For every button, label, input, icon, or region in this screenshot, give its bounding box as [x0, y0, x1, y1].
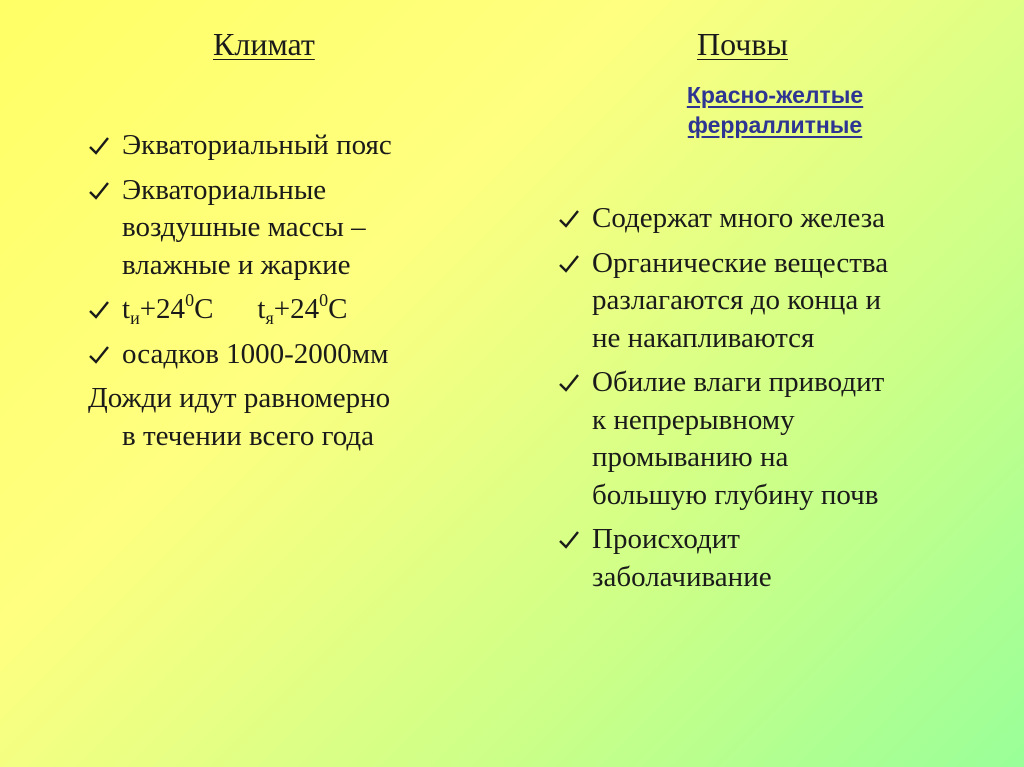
soils-subtitle	[620, 80, 930, 140]
temp-b-value: +24	[273, 293, 320, 325]
soils-item	[558, 364, 978, 514]
soils-list	[558, 200, 978, 603]
soils-item	[558, 200, 978, 238]
climate-item-line: осадков 1000-2000мм	[122, 337, 389, 370]
soils-item-line: разлагаются до конца и	[592, 284, 882, 316]
climate-item-temperature	[88, 291, 468, 329]
temp-a-value: +24	[139, 293, 186, 325]
soils-item-line: Происходит	[592, 523, 740, 555]
climate-item	[88, 127, 468, 165]
soils-item-line: к непрерывному	[592, 403, 795, 436]
climate-item	[88, 336, 468, 374]
soils-item-line: не накапливаются	[592, 321, 815, 354]
checkmark-icon	[558, 373, 580, 393]
soils-item-line: заболачивание	[592, 560, 772, 593]
soils-item-line: большую глубину почв	[592, 478, 879, 511]
checkmark-icon	[558, 254, 580, 274]
soils-item-line: Обилие влаги приводит	[592, 366, 885, 398]
soils-heading: Почвы	[697, 26, 788, 62]
temp-b-unit: C	[328, 293, 348, 325]
climate-item-line: Дожди идут равномерно	[88, 382, 391, 414]
checkmark-icon	[558, 530, 580, 550]
climate-item-line: Экваториальный пояс	[122, 129, 392, 161]
soils-subtitle-line: Красно-желтые	[686, 82, 864, 108]
temp-a-sup: 0	[185, 290, 195, 310]
checkmark-icon	[558, 209, 580, 229]
checkmark-icon	[88, 136, 110, 156]
temp-a-base: t	[122, 293, 131, 325]
checkmark-icon	[88, 181, 110, 201]
temperature-line	[122, 291, 468, 329]
soils-item	[558, 521, 978, 596]
climate-item-line: влажные и жаркие	[122, 248, 351, 281]
climate-item-line: воздушные массы –	[122, 211, 366, 243]
climate-item-note	[88, 380, 468, 455]
soils-item-line: Органические вещества	[592, 246, 889, 279]
climate-item-line: в течении всего года	[122, 419, 375, 452]
temp-a-unit: C	[194, 293, 214, 325]
soils-item	[558, 245, 978, 358]
checkmark-icon	[88, 300, 110, 320]
climate-list	[88, 127, 468, 462]
temp-b-sup: 0	[319, 290, 329, 310]
climate-heading: Климат	[213, 26, 315, 62]
temp-a-sub: и	[130, 308, 140, 328]
temp-b-base: t	[257, 293, 266, 325]
soils-item-line: промыванию на	[592, 441, 789, 473]
temp-b-sub: я	[265, 308, 274, 328]
climate-item-line: Экваториальные	[122, 173, 327, 206]
soils-subtitle-line: ферраллитные	[687, 112, 863, 138]
climate-item	[88, 172, 468, 285]
checkmark-icon	[88, 345, 110, 365]
soils-item-line: Содержат много железа	[592, 202, 886, 234]
